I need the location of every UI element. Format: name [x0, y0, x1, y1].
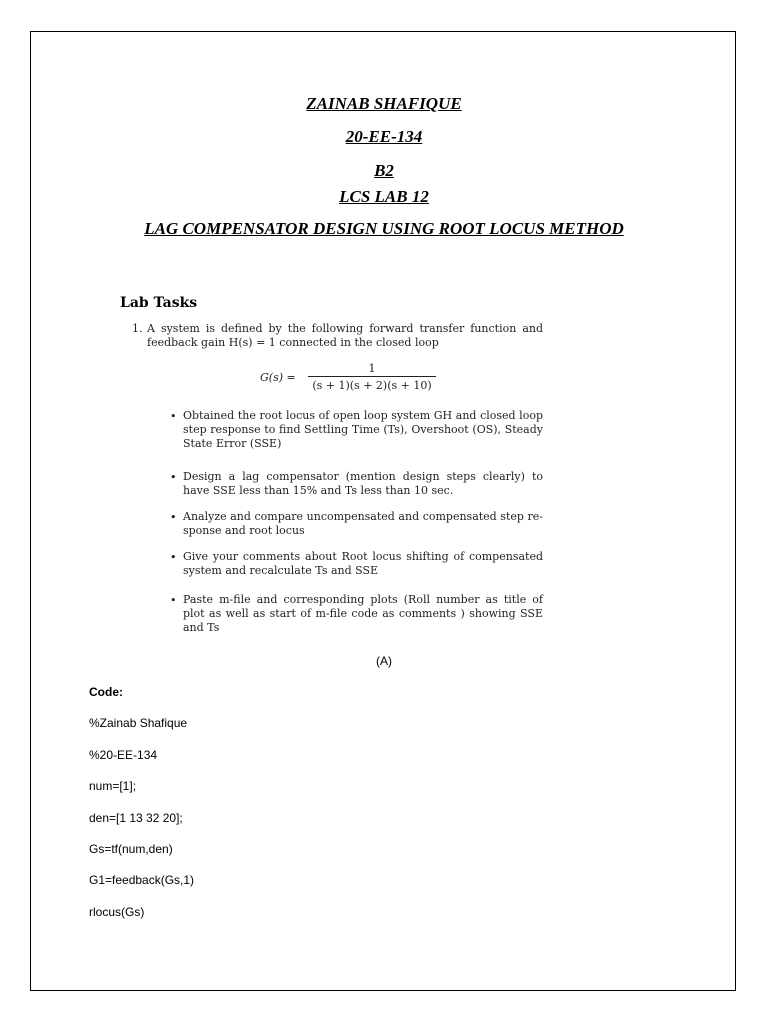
equation-denominator: (s + 1)(s + 2)(s + 10) — [312, 379, 432, 392]
list-item — [170, 550, 543, 578]
bullet-icon: • — [170, 471, 177, 484]
code-label: Code: — [89, 685, 123, 699]
list-item-text: Design a lag compensator (mention design steps clearly) to have SSE less than 15% and Ts less than 10 sec. — [183, 470, 543, 497]
roll-number: 20-EE-134 — [345, 127, 423, 146]
author-name: ZAINAB SHAFIQUE — [306, 94, 462, 113]
code-line: rlocus(Gs) — [89, 905, 145, 919]
lab-number: LCS LAB 12 — [339, 187, 429, 206]
bullet-icon: • — [170, 551, 177, 564]
document-title: LAG COMPENSATOR DESIGN USING ROOT LOCUS METHOD — [144, 219, 624, 238]
equation-lhs: G(s) = — [260, 371, 296, 384]
figure-caption: (A) — [376, 654, 392, 668]
section: B2 — [374, 161, 394, 180]
list-item-text: Paste m-file and corresponding plots (Roll number as title of plot as well as start of m-file code as comments ) showing SSE and Ts — [183, 593, 543, 634]
code-line: G1=feedback(Gs,1) — [89, 873, 195, 887]
list-item-text: Give your comments about Root locus shifting of compensated system and recalculate Ts and SSE — [183, 550, 543, 577]
code-line: num=[1]; — [89, 779, 137, 793]
bullet-icon: • — [170, 511, 177, 524]
list-item — [170, 593, 543, 635]
equation-fraction — [308, 362, 436, 393]
list-item — [170, 510, 543, 538]
code-line: %20-EE-134 — [89, 748, 158, 762]
task-intro — [132, 322, 543, 350]
lab-tasks-heading: Lab Tasks — [120, 295, 198, 311]
list-item-text: Analyze and compare uncompensated and compensated step re-sponse and root locus — [183, 510, 543, 537]
bullet-icon: • — [170, 410, 177, 423]
list-item — [170, 409, 543, 451]
list-item — [170, 470, 543, 498]
code-line: Gs=tf(num,den) — [89, 842, 173, 856]
code-line: den=[1 13 32 20]; — [89, 811, 183, 825]
task-number: 1. — [132, 322, 143, 335]
equation-numerator: 1 — [368, 362, 376, 375]
fraction-bar — [308, 376, 436, 377]
list-item-text: Obtained the root locus of open loop system GH and closed loop step response to find Settling Time (Ts), Overshoot (OS), Steady State Error (SSE) — [183, 409, 543, 450]
task-intro-text: A system is defined by the following forward transfer function and feedback gain H(s) = 1 connected in the closed loop — [147, 322, 543, 349]
bullet-icon: • — [170, 594, 177, 607]
code-line: %Zainab Shafique — [89, 716, 188, 730]
